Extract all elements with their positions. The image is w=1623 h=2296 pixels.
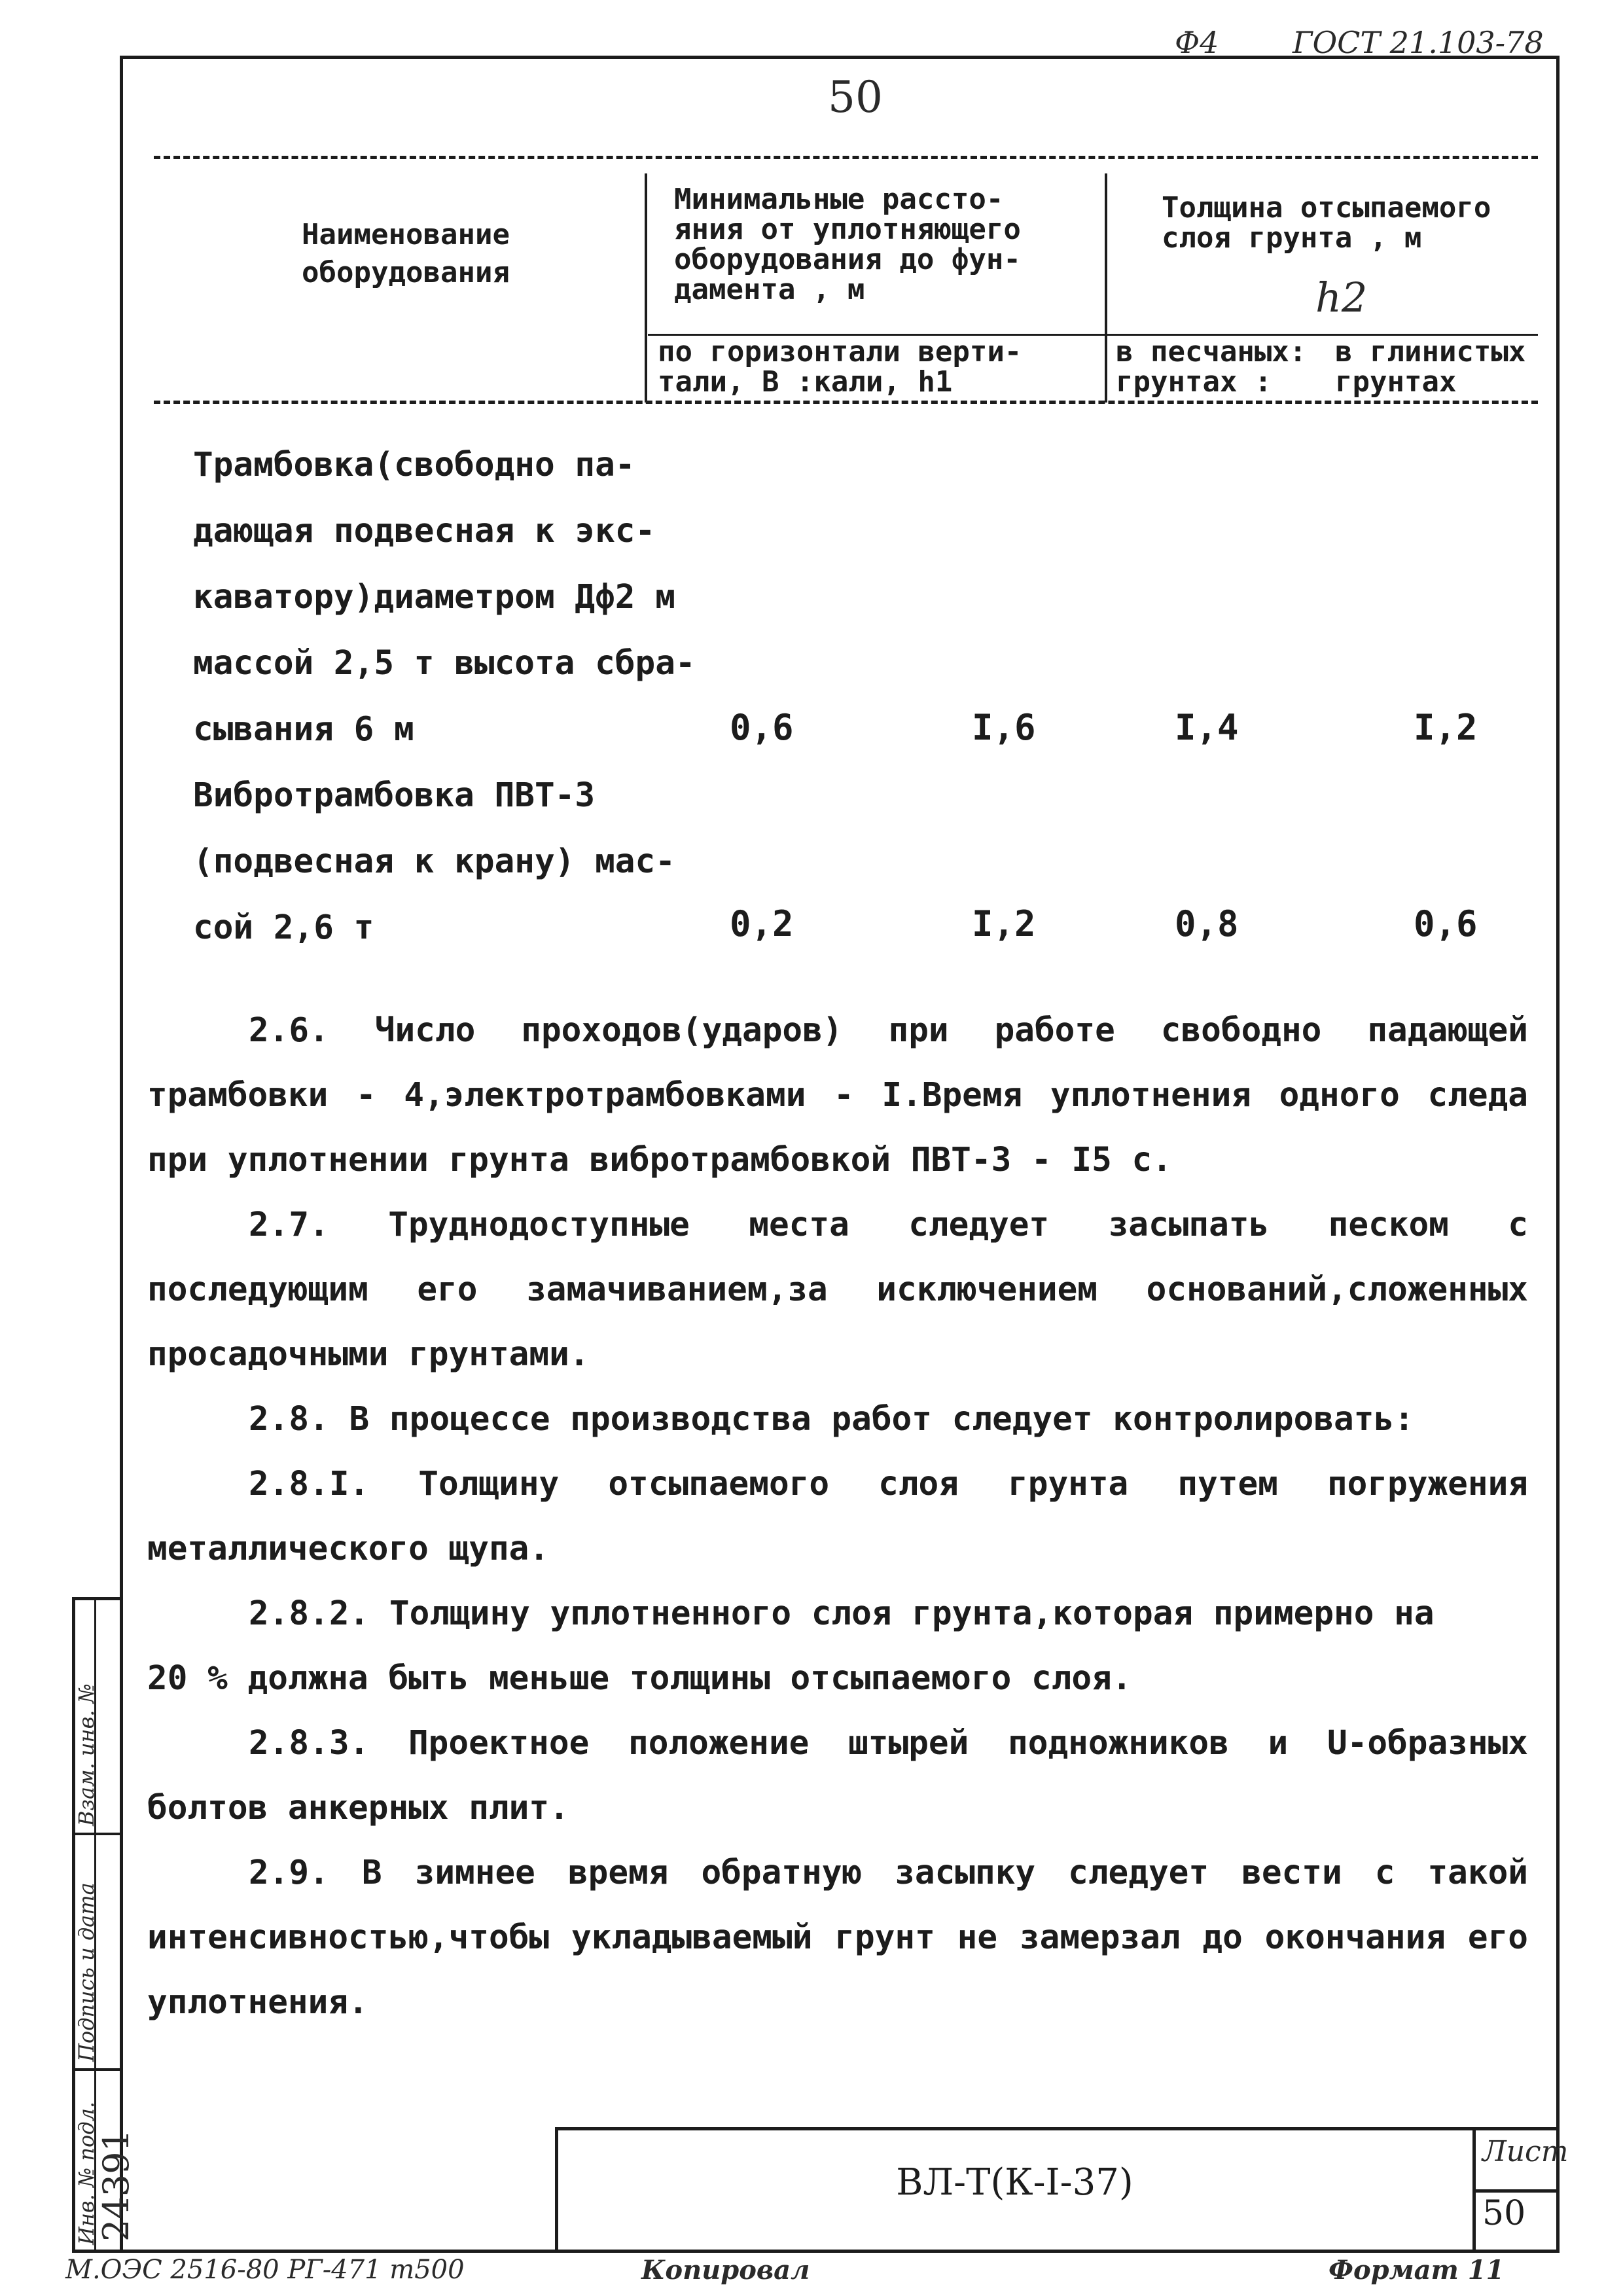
paragraph-2-8-1: 2.8.I. Толщину отсыпаемого слоя грунта путем погружения металлического щупа.	[147, 1465, 1528, 1568]
paper-format: Формат 11	[1329, 2255, 1505, 2286]
col3-header: Толщина отсыпаемого слоя грунта , м	[1162, 191, 1491, 255]
order-note: М.ОЭС 2516-80 РГ-471 т500	[65, 2255, 465, 2285]
paragraph-2-8: 2.8. В процессе производства работ следует контролировать:	[249, 1400, 1414, 1439]
paragraph-2-8-3: 2.8.3. Проектное положение штырей подножников и U-образных болтов анкерных плит.	[147, 1724, 1528, 1827]
replace-inv-label: Взам. инв. №	[74, 1683, 99, 1826]
row1-value-clay: I,2	[1414, 707, 1478, 748]
paragraph-2-9: 2.9. В зимнее время обратную засыпку следует вести с такой интенсивностью,чтобы укладываемый грунт не замерзал до окончания его уплотнения.	[147, 1854, 1528, 2022]
row2-value-horizontal: 0,2	[730, 903, 794, 944]
row2-value-clay: 0,6	[1414, 903, 1478, 944]
table-top-rule	[154, 156, 1538, 159]
table-header-bottom-rule	[154, 401, 1538, 404]
table-row: Трамбовка(свободно па- дающая подвесная к экс- каватору)диаметром Дф2 м массой 2,5 т высота сбра- сывания 6 м	[193, 446, 696, 749]
row1-value-horizontal: 0,6	[730, 707, 794, 748]
doc-mark: Ф4	[1175, 25, 1219, 60]
table-col-divider-2	[1105, 173, 1107, 403]
signature-date-label: Подпись и дата	[74, 1882, 99, 2062]
body-text	[147, 998, 1528, 2035]
col2-subheader: по горизонтали верти- тали, B :кали, h1	[658, 335, 1022, 399]
page-number: 50	[828, 72, 883, 122]
sheet-number: 50	[1482, 2194, 1526, 2233]
row2-value-vertical: I,2	[972, 903, 1036, 944]
doc-code: ГОСТ 21.103-78	[1293, 25, 1544, 60]
row1-value-vertical: I,6	[972, 707, 1036, 748]
title-block-sheet-rule	[1474, 2189, 1560, 2193]
table-row: Вибротрамбовка ПВТ-3 (подвесная к крану) мас- сой 2,6 т	[193, 776, 675, 947]
inv-number-label: Инв. № подл.	[74, 2101, 99, 2245]
copied-by: Копировал	[641, 2255, 810, 2286]
table-col-divider-1	[645, 173, 647, 403]
col3-symbol: h2	[1315, 274, 1368, 321]
col3-sub-sand: в песчаных: грунтах :	[1116, 335, 1307, 399]
row1-value-sand: I,4	[1175, 707, 1239, 748]
paragraph-2-8-2: 2.8.2. Толщину уплотненного слоя грунта,которая примерно на	[249, 1594, 1435, 1633]
col2-header: Минимальные рассто- яния от уплотняющего оборудования до фун- дамента , м	[674, 183, 1021, 306]
col3-sub-clay: в глинистых грунтах	[1335, 335, 1526, 399]
document-designation: ВЛ-Т(К-I-37)	[896, 2161, 1133, 2204]
row2-value-sand: 0,8	[1175, 903, 1239, 944]
paragraph-2-8-2-continued: 20 % должна быть меньше толщины отсыпаемого слоя.	[147, 1659, 1132, 1698]
paragraph-2-7: 2.7. Труднодоступные места следует засыпать песком с последующим его замачиванием,за исключением оснований,сложенных просадочными грунтами.	[147, 1206, 1528, 1374]
inv-number: 24391	[96, 2129, 137, 2242]
sheet-label: Лист	[1482, 2135, 1569, 2168]
paragraph-2-6: 2.6. Число проходов(ударов) при работе свободно падающей трамбовки - 4,электротрамбовками - I.Время уплотнения одного следа при уплотнении грунта вибротрамбовкой ПВТ-3 - I5 с.	[147, 1011, 1528, 1179]
col1-header: Наименование оборудования	[302, 218, 510, 289]
